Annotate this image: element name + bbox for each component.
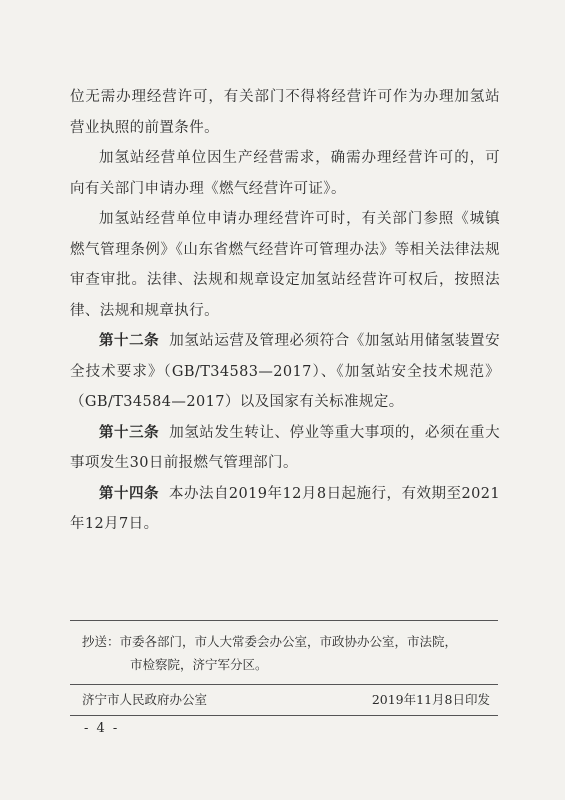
document-body [70, 82, 500, 540]
issuer-name: 济宁市人民政府办公室 [82, 692, 208, 707]
copy-to-line-1: 抄送：市委各部门，市人大常委会办公室，市政协办公室，市法院， [82, 634, 458, 649]
article-14 [70, 479, 500, 540]
divider-bottom [70, 715, 498, 716]
article-13 [70, 418, 500, 479]
paragraph-continuation: 位无需办理经营许可，有关部门不得将经营许可作为办理加氢站营业执照的前置条件。 [70, 89, 500, 136]
paragraph-license-application: 加氢站经营单位因生产经营需求，确需办理经营许可的，可向有关部门申请办理《燃气经营许可证》。 [70, 150, 500, 197]
copy-to-list [70, 621, 498, 684]
page-number: - 4 - [84, 721, 120, 736]
copy-to-line-2: 市检察院，济宁军分区。 [130, 657, 268, 672]
article-14-number: 第十四条 [99, 484, 159, 502]
article-12 [70, 326, 500, 418]
article-12-number: 第十二条 [99, 332, 160, 349]
paragraph-license-review: 加氢站经营单位申请办理经营许可时，有关部门参照《城镇燃气管理条例》《山东省燃气经营许可管理办法》等相关法律法规审查审批。法律、法规和规章设定加氢站经营许可权后，按照法律、法规和规章执行。 [70, 211, 500, 319]
copy-to-block [70, 620, 498, 716]
issue-date: 2019年11月8日印发 [371, 692, 490, 707]
issuer-row [70, 685, 498, 715]
article-13-text: 加氢站发生转让、停业等重大事项的，必须在重大事项发生30日前报燃气管理部门。 [70, 424, 500, 471]
article-14-text: 本办法自2019年12月8日起施行，有效期至2021年12月7日。 [70, 485, 500, 532]
article-13-number: 第十三条 [99, 423, 160, 441]
article-12-text: 加氢站运营及管理必须符合《加氢站用储氢装置安全技术要求》（GB/T34583—2017）、《加氢站安全技术规范》（GB/T34584—2017）以及国家有关标准规定。 [70, 333, 500, 410]
